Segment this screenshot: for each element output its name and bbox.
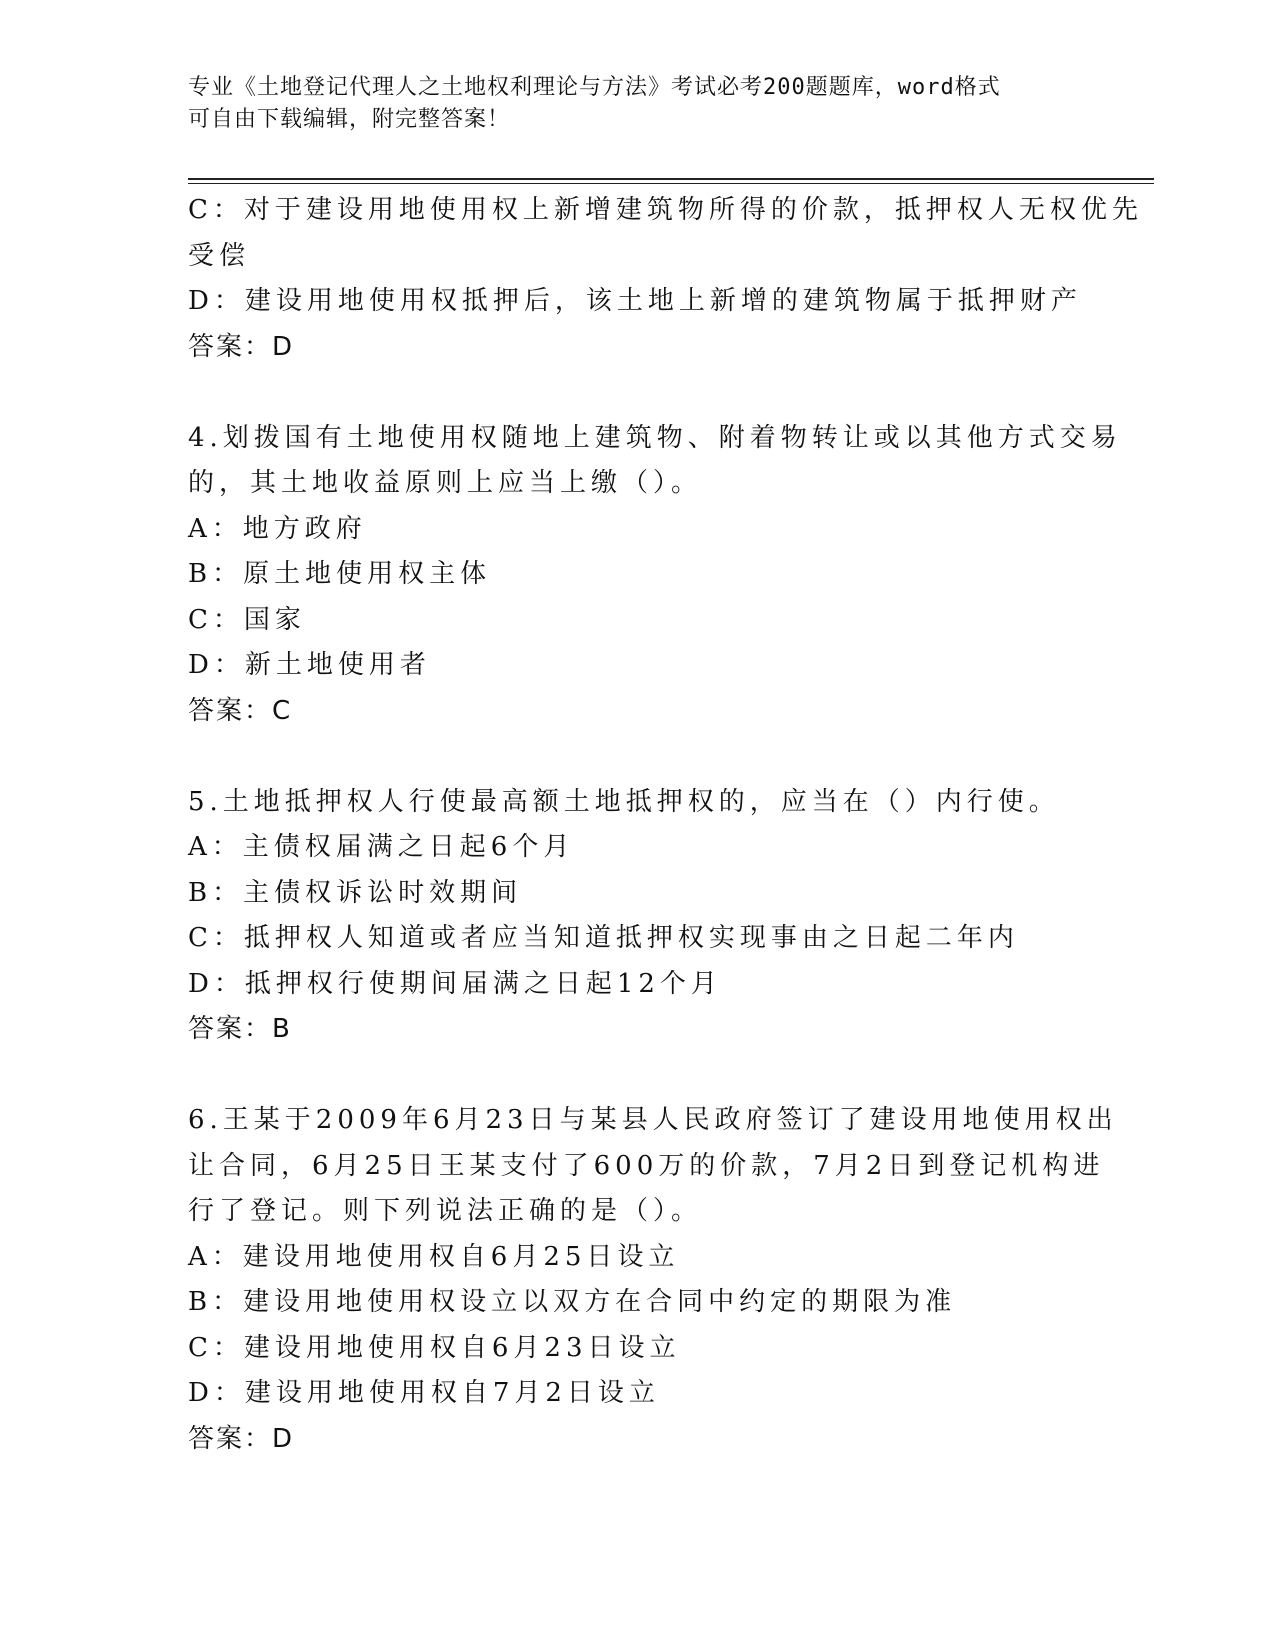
question-4-option-c: C：国家 — [188, 604, 306, 635]
question-list — [188, 188, 1143, 1462]
question-4-option-b: B：原土地使用权主体 — [188, 559, 492, 589]
question-6-stem-line1: 6.王某于2009年6月23日与某县人民政府签订了建设用地使用权出 — [188, 1105, 1118, 1135]
question-4-stem-line1: 4.划拨国有土地使用权随地上建筑物、附着物转让或以其他方式交易 — [188, 422, 1122, 453]
question-6-option-b: B：建设用地使用权设立以双方在合同中约定的期限为准 — [188, 1287, 957, 1317]
question-6-option-c: C：建设用地使用权自6月23日设立 — [188, 1332, 681, 1363]
header-title-line1: 专业《土地登记代理人之土地权利理论与方法》考试必考200题题库，word格式 — [188, 75, 1001, 100]
question-5-option-a: A：主债权届满之日起6个月 — [188, 832, 575, 862]
header-divider-thick — [188, 178, 1154, 180]
question-6-stem-line3: 行了登记。则下列说法正确的是（）。 — [188, 1196, 703, 1226]
question-5-stem-line1: 5.土地抵押权人行使最高额土地抵押权的，应当在（）内行使。 — [188, 786, 1060, 817]
question-4-option-a: A：地方政府 — [188, 513, 367, 544]
question-4-option-d: D：新土地使用者 — [188, 650, 431, 680]
question-3 — [188, 188, 1143, 370]
question-5-option-c: C：抵押权人知道或者应当知道抵押权实现事由之日起二年内 — [188, 923, 1019, 953]
question-5-option-b: B：主债权诉讼时效期间 — [188, 877, 523, 908]
question-4 — [188, 416, 1122, 735]
question-3-option-d: D：建设用地使用权抵押后，该土地上新增的建筑物属于抵押财产 — [188, 286, 1082, 316]
spacer — [188, 734, 1088, 780]
question-6 — [188, 1098, 1118, 1462]
header-title-line2: 可自由下载编辑，附完整答案！ — [188, 107, 511, 132]
question-5 — [188, 780, 1088, 1053]
question-6-answer: 答案：D — [188, 1423, 295, 1454]
question-3-answer: 答案：D — [188, 331, 295, 362]
spacer — [188, 370, 1088, 416]
header-divider-thin — [188, 183, 1154, 184]
question-6-option-a: A：建设用地使用权自6月25日设立 — [188, 1241, 680, 1272]
question-4-answer: 答案：C — [188, 695, 293, 726]
document-header — [188, 72, 1088, 136]
question-5-option-d: D：抵押权行使期间届满之日起12个月 — [188, 968, 722, 999]
question-6-stem-line2: 让合同，6月25日王某支付了600万的价款，7月2日到登记机构进 — [188, 1150, 1105, 1181]
question-6-option-d: D：建设用地使用权自7月2日设立 — [188, 1378, 660, 1408]
spacer — [188, 1053, 1088, 1099]
question-3-option-c-line2: 受偿 — [188, 240, 251, 271]
question-4-stem-line2: 的，其土地收益原则上应当上缴（）。 — [188, 468, 703, 498]
question-5-answer: 答案：B — [188, 1014, 292, 1044]
question-3-option-c-line1: C：对于建设用地使用权上新增建筑物所得的价款，抵押权人无权优先 — [188, 195, 1143, 225]
